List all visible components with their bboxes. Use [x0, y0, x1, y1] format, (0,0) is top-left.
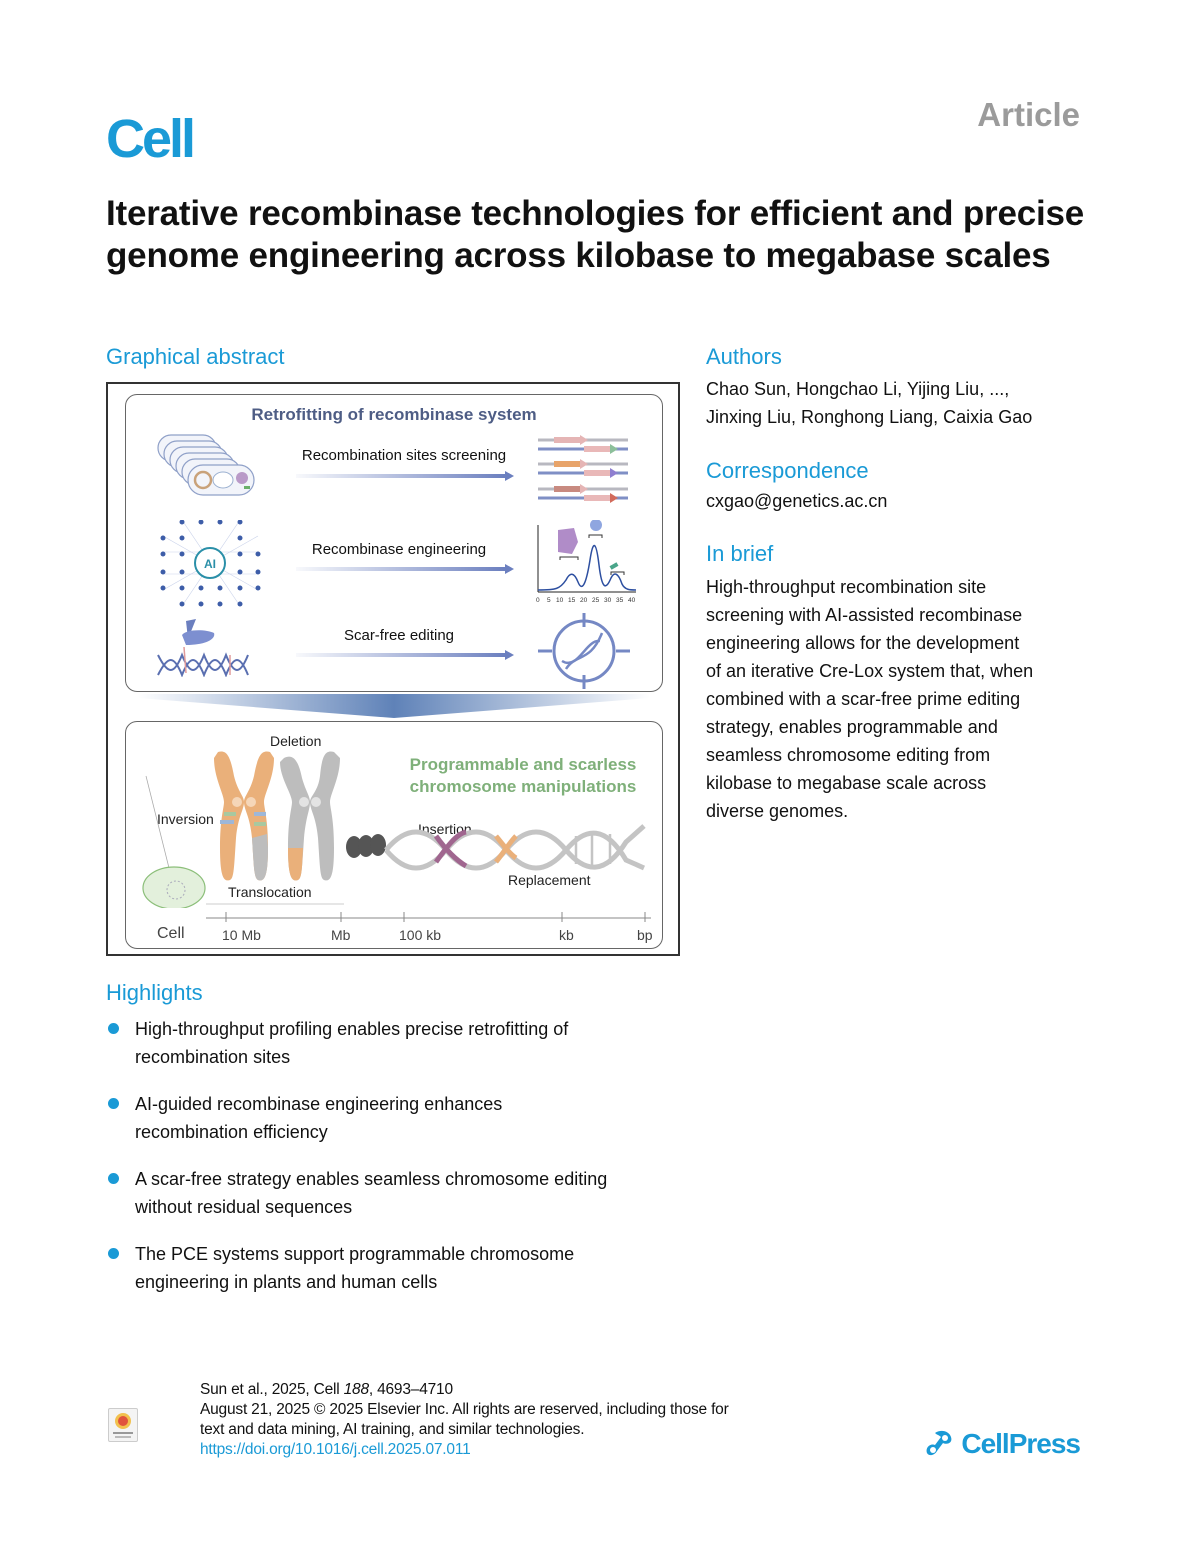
citation-line: Sun et al., 2025, Cell 188, 4693–4710	[200, 1381, 453, 1398]
ai-label: AI	[204, 557, 216, 571]
svg-text:10: 10	[556, 597, 564, 604]
scale-label-mb: Mb	[331, 927, 351, 943]
svg-text:0: 0	[536, 597, 540, 604]
retrofitting-panel	[125, 394, 663, 692]
citation-footer: Sun et al., 2025, Cell 188, 4693–4710 August 21, 2025 © 2025 Elsevier Inc. All rights are reserved, including those for text and data mining, AI training, and similar technologies. https://doi.org/10.1016/j.cell.2025.07.011	[200, 1381, 729, 1458]
correspondence-heading: Correspondence	[706, 458, 869, 483]
svg-text:40: 40	[628, 597, 636, 604]
in-brief-heading: In brief	[706, 541, 774, 566]
cell-array-icon	[156, 433, 261, 505]
svg-text:15: 15	[568, 597, 576, 604]
arrow-icon	[296, 567, 506, 571]
dna-helix-icon	[344, 822, 654, 872]
label-inversion: Inversion	[157, 811, 214, 827]
graphical-abstract-figure	[106, 382, 680, 956]
highlights-heading: Highlights	[106, 980, 203, 1005]
svg-text:20: 20	[580, 597, 588, 604]
label-deletion: Deletion	[270, 733, 322, 749]
label-translocation: Translocation	[228, 884, 312, 900]
svg-text:35: 35	[616, 597, 624, 604]
scale-label-10mb: 10 Mb	[222, 927, 261, 943]
crossmark-icon	[109, 1409, 137, 1441]
bullet-icon	[108, 1173, 119, 1184]
cell-journal-logo: Cell	[106, 109, 194, 169]
transition-arrow-icon	[138, 694, 650, 718]
scale-bar	[126, 882, 664, 922]
recombination-sites-icon	[536, 435, 631, 505]
bullet-icon	[108, 1023, 119, 1034]
highlight-item: AI-guided recombinase engineering enhances recombination efficiency	[106, 1090, 696, 1146]
retrofitting-panel-title: Retrofitting of recombinase system	[251, 405, 537, 424]
cellpress-logo: CellPress	[925, 1428, 1080, 1460]
scale-label-100kb: 100 kb	[399, 927, 442, 943]
manipulation-panel-title: Programmable and scarless chromosome manipulations	[409, 755, 637, 796]
scale-label-kb: kb	[559, 927, 574, 943]
highlight-item: A scar-free strategy enables seamless chromosome editing without residual sequences	[106, 1165, 696, 1221]
svg-text:30: 30	[604, 597, 612, 604]
article-type-label: Article	[977, 96, 1080, 133]
label-insertion: Insertion	[418, 821, 472, 837]
step-label-engineering: Recombinase engineering	[311, 541, 487, 558]
article-title: Iterative recombinase technologies for efficient and precise genome engineering across kilobase to megabase scales	[106, 194, 1085, 275]
ai-network-icon	[158, 520, 263, 608]
chromatogram-icon	[536, 520, 641, 605]
authors-heading: Authors	[706, 344, 782, 369]
svg-text:5: 5	[547, 597, 551, 604]
check-for-updates-badge[interactable]	[108, 1408, 138, 1442]
step-label-screening: Recombination sites screening	[301, 447, 507, 464]
highlight-item: The PCE systems support programmable chromosome engineering in plants and human cells	[106, 1240, 696, 1296]
label-replacement: Replacement	[508, 872, 591, 888]
in-brief-text: High-throughput recombination site screening with AI-assisted recombinase engineering allows for the development of an iterative Cre-Lox system that, when combined with a scar-free prime editing strategy, enables programmable and seamless chromosome editing from kilobase to megabase scale across diverse genomes.	[706, 577, 1034, 821]
doi-link[interactable]: https://doi.org/10.1016/j.cell.2025.07.011	[200, 1441, 471, 1458]
chromosome-manipulation-panel	[125, 721, 663, 949]
arrow-icon	[296, 474, 506, 478]
step-label-scar-free: Scar-free editing	[343, 627, 455, 644]
bullet-icon	[108, 1098, 119, 1109]
highlights-list	[106, 1015, 696, 1315]
graphical-abstract-heading: Graphical abstract	[106, 344, 285, 369]
correspondence-email[interactable]: cxgao@genetics.ac.cn	[706, 491, 888, 511]
scale-label-bp: bp	[637, 927, 653, 943]
svg-text:25: 25	[592, 597, 600, 604]
scale-label-cell: Cell	[157, 925, 185, 942]
highlight-item: High-throughput profiling enables precise retrofitting of recombination sites	[106, 1015, 696, 1071]
dna-editing-icon	[156, 617, 256, 677]
cellpress-link-icon	[925, 1429, 955, 1459]
bullet-icon	[108, 1248, 119, 1259]
arrow-icon	[296, 653, 506, 657]
dna-target-icon	[538, 613, 630, 689]
authors-list: Chao Sun, Hongchao Li, Yijing Liu, ..., Jinxing Liu, Ronghong Liang, Caixia Gao	[706, 379, 1033, 427]
